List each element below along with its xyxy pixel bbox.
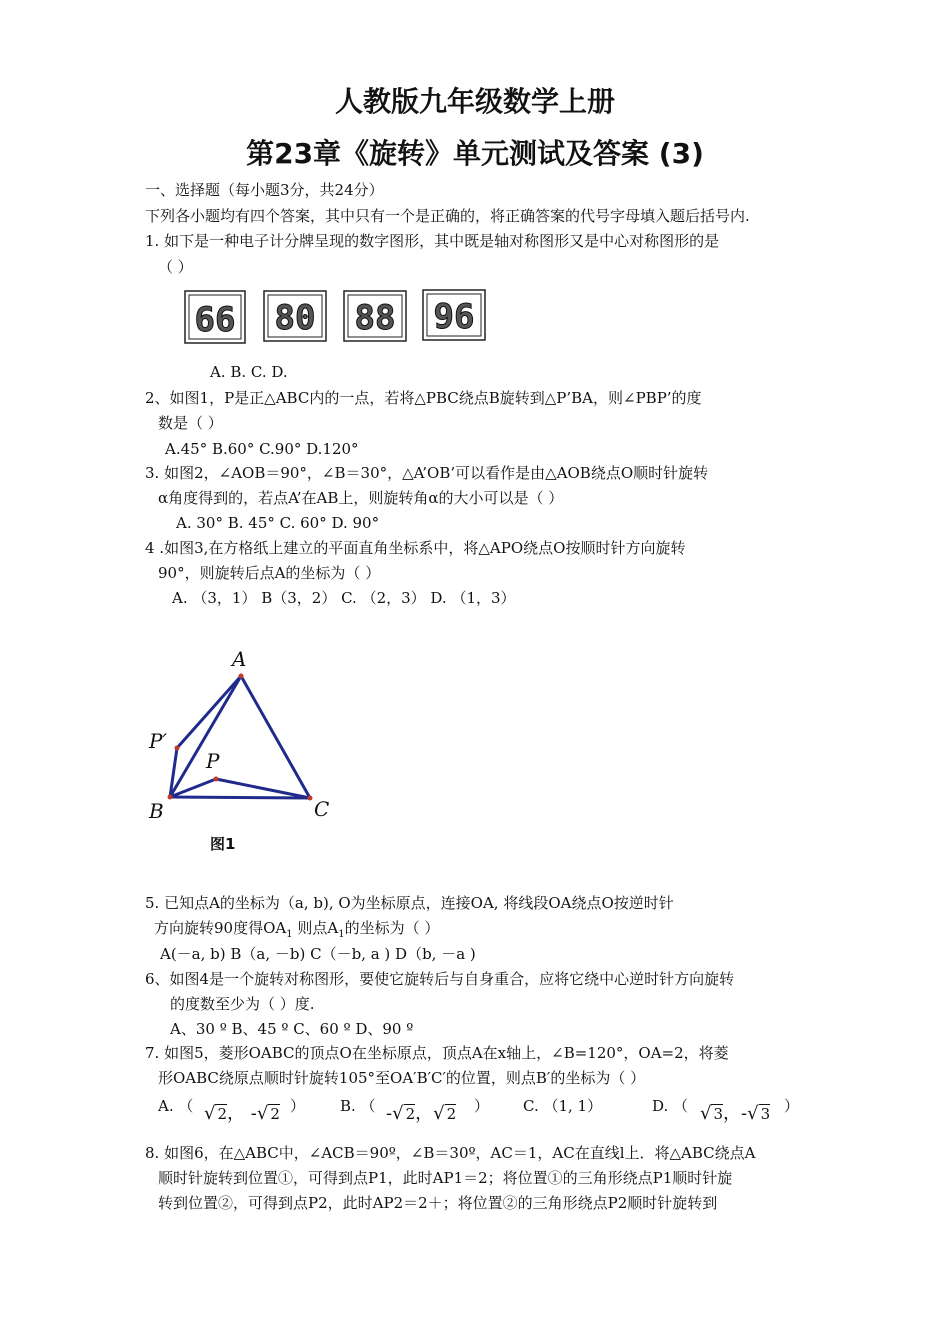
q7-a-root-2: 2 <box>270 1105 280 1123</box>
q8-stem-line3: 转到位置②，可得到点P2，此时AP2＝2＋；将位置②的三角形绕点P2顺时针旋转到 <box>158 1194 718 1212</box>
q2-stem-line2: 数是（ ） <box>158 414 223 432</box>
q7-option-b-close: ） <box>474 1097 490 1115</box>
q8-stem-line1: 8. 如图6，在△ABC中，∠ACB＝90º，∠B＝30º，AC＝1，AC在直线l上．将△ABC绕点A <box>145 1144 756 1162</box>
document-subtitle: 第23章《旋转》单元测试及答案 (3) <box>246 137 704 170</box>
q7-option-b-value: -√ 2，√ 2 <box>386 1103 457 1124</box>
q5-sub-1: 1 <box>286 929 293 940</box>
q5-stem-line2-c: 的坐标为（ ） <box>344 919 440 937</box>
label-c: C <box>314 797 330 821</box>
q7-a-minus: - <box>250 1103 257 1124</box>
digit-text-a: 66 <box>194 300 236 340</box>
q3-options: A. 30° B. 45° C. 60° D. 90° <box>176 514 380 532</box>
q5-options: A(－a, b) B（a, －b) C（－b, a ) D（b, －a ) <box>160 945 476 963</box>
point-a <box>239 674 244 679</box>
q7-stem-line1: 7. 如图5，菱形OABC的顶点O在坐标原点，顶点A在x轴上，∠B=120°，OA=2，将菱 <box>145 1044 729 1062</box>
digit-image-b <box>263 290 327 344</box>
q7-d-root-2: 3 <box>760 1105 771 1123</box>
digit-text-c: 88 <box>354 298 396 338</box>
q7-d-comma: ， <box>723 1103 742 1124</box>
q7-a-comma: ， <box>227 1103 246 1124</box>
q2-options: A.45° B.60° C.90° D.120° <box>165 440 359 458</box>
point-p <box>214 777 219 782</box>
q2-stem-line1: 2、如图1，P是正△ABC内的一点，若将△PBC绕点B旋转到△P’BA，则∠PBP’的度 <box>145 389 702 407</box>
q1-stem-line1: 1. 如下是一种电子计分牌呈现的数字图形，其中既是轴对称图形又是中心对称图形的是 <box>145 232 720 250</box>
q7-option-b-label: B. （ <box>340 1097 376 1115</box>
figure-1-triangle <box>140 640 350 830</box>
q7-option-a <box>158 1096 193 1116</box>
q4-stem-line2: 90°，则旋转后点A的坐标为（ ） <box>158 564 381 582</box>
label-p-prime: P′ <box>149 729 167 753</box>
point-p-prime <box>175 746 180 751</box>
figure-1-caption: 图1 <box>210 835 236 853</box>
digit-text-b: 80 <box>274 298 316 338</box>
q7-option-a-label: A. （ <box>158 1097 194 1115</box>
q6-stem-line2: 的度数至少为（ ）度. <box>170 995 315 1013</box>
label-a: A <box>232 647 247 671</box>
q7-b-root-1: 2 <box>405 1105 416 1123</box>
q7-b-comma: ， <box>415 1103 434 1124</box>
digit-image-a <box>184 290 246 344</box>
section-heading: 一、选择题（每小题3分，共24分） <box>145 181 384 199</box>
document-title: 人教版九年级数学上册 <box>334 85 615 118</box>
q5-stem-line1: 5. 已知点A的坐标为（a, b), O为坐标原点，连接OA, 将线段OA绕点O按逆时针 <box>145 894 674 912</box>
q7-a-root-1: 2 <box>217 1105 228 1123</box>
q5-stem-line2-a: 方向旋转90度得OA <box>154 919 287 937</box>
q1-options: A. B. C. D. <box>210 363 288 381</box>
q7-d-minus: - <box>741 1103 748 1124</box>
section-instructions: 下列各小题均有四个答案，其中只有一个是正确的，将正确答案的代号字母填入题后括号内. <box>145 207 750 225</box>
point-b <box>168 795 173 800</box>
q7-stem-line2: 形OABC绕原点顺时针旋转105°至OA′B′C′的位置，则点B′的坐标为（ ） <box>158 1069 646 1087</box>
digit-image-d <box>422 289 486 343</box>
q7-option-d-value: √ 3，-√ 3 <box>700 1103 771 1124</box>
q5-sub-2: 1 <box>338 929 345 940</box>
q7-option-c: C. （1, 1） <box>523 1097 603 1115</box>
q7-b-root-2: 2 <box>446 1105 457 1123</box>
segment-pc <box>216 779 310 798</box>
label-p: P <box>206 749 220 773</box>
q4-stem-line1: 4 .如图3,在方格纸上建立的平面直角坐标系中，将△APO绕点O按顺时针方向旋转 <box>145 539 686 557</box>
q3-stem-line1: 3. 如图2，∠AOB＝90°，∠B＝30°，△A’OB’可以看作是由△AOB绕点O顺时针旋转 <box>145 464 709 482</box>
q3-stem-line2: α角度得到的，若点A’在AB上，则旋转角α的大小可以是（ ） <box>158 489 564 507</box>
point-c <box>308 796 313 801</box>
digit-text-d: 96 <box>433 297 475 337</box>
q5-stem-line2 <box>154 918 439 945</box>
q7-option-a-value: √ 2， -√ 2 <box>204 1103 280 1124</box>
q4-options: A. （3，1） B（3，2） C. （2，3） D. （1，3） <box>172 589 516 607</box>
q7-option-d-close: ） <box>784 1097 800 1115</box>
q8-stem-line2: 顺时针旋转到位置①，可得到点P1，此时AP1＝2；将位置①的三角形绕点P1顺时针旋 <box>158 1169 733 1187</box>
label-b: B <box>149 799 164 823</box>
q7-d-root-1: 3 <box>713 1105 724 1123</box>
q1-stem-line2: （ ） <box>158 258 193 276</box>
q6-stem-line1: 6、如图4是一个旋转对称图形，要使它旋转后与自身重合，应将它绕中心逆时针方向旋转 <box>145 970 735 988</box>
q7-option-a-close: ） <box>290 1097 306 1115</box>
triangle-abc <box>170 676 310 798</box>
q7-option-d-label: D. （ <box>652 1097 689 1115</box>
digit-image-c <box>343 290 407 344</box>
q7-b-minus: - <box>386 1103 393 1124</box>
q5-stem-line2-b: 则点A <box>292 919 339 937</box>
segment-p-prime-a <box>177 676 241 748</box>
q6-options: A、30 º B、45 º C、60 º D、90 º <box>170 1020 414 1038</box>
